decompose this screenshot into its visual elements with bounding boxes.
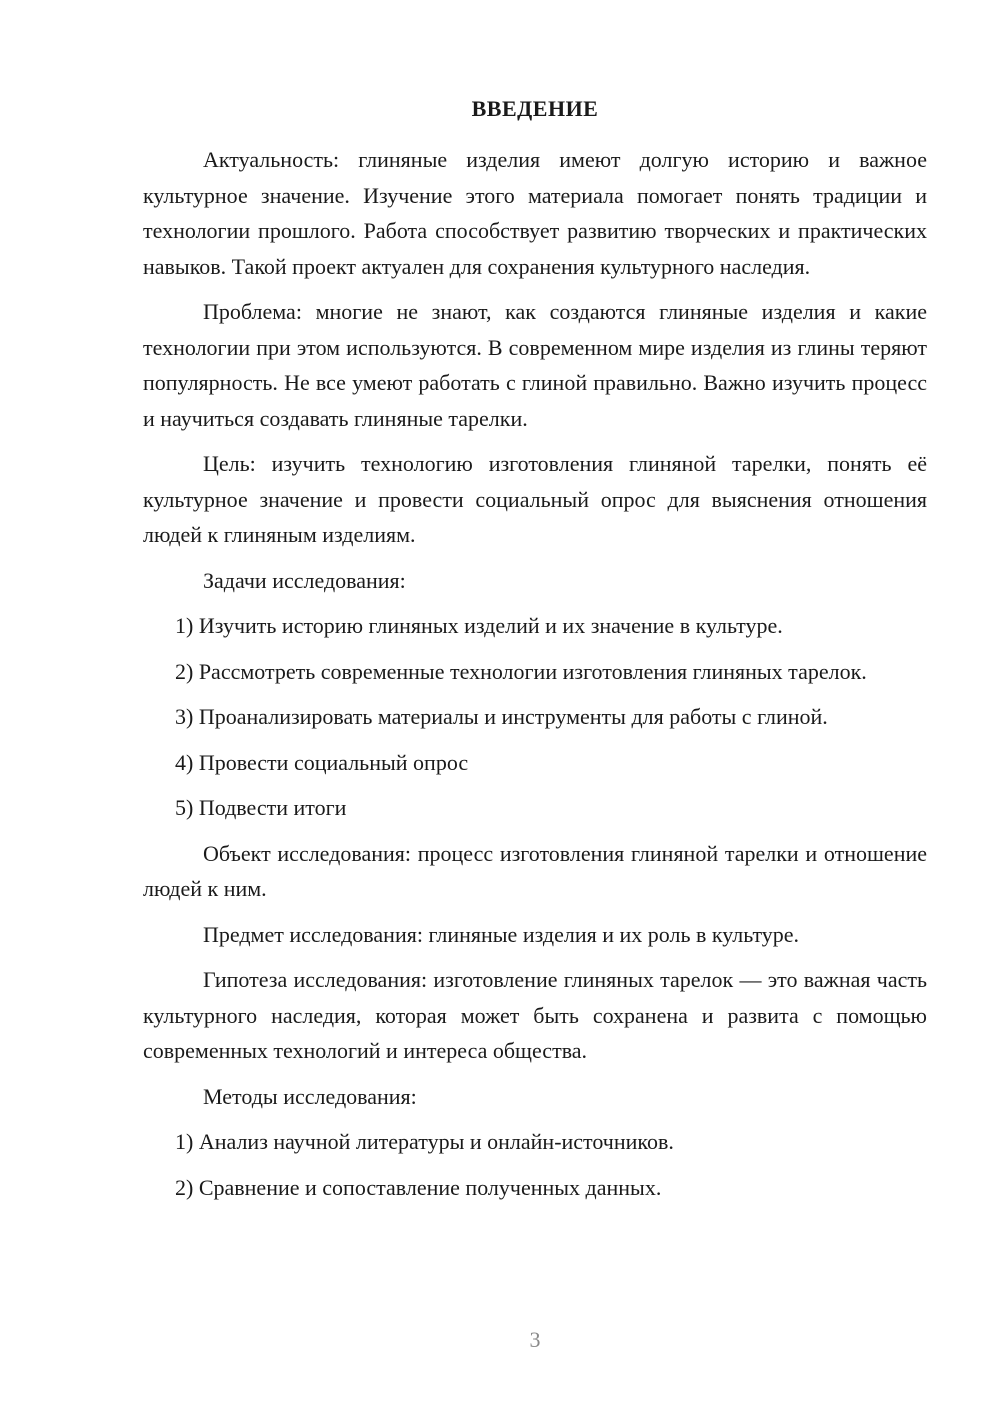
paragraph-object: Объект исследования: процесс изготовления глиняной тарелки и отношение людей к ним. — [143, 840, 927, 901]
list-item-method-2: 2) Сравнение и сопоставление полученных данных. — [175, 1174, 662, 1200]
paragraph-methods-heading: Методы исследования: — [203, 1083, 417, 1109]
paragraph-relevance: Актуальность: глиняные изделия имеют долгую историю и важное культурное значение. Изучение этого материала помогает понять традиции и технологии прошлого. Работа способствует развитию творческих и практических навыков. Такой проект актуален для сохранения культурного наследия. — [143, 147, 927, 279]
list-item-method-1: 1) Анализ научной литературы и онлайн-источников. — [175, 1129, 674, 1154]
list-item-task-3: 3) Проанализировать материалы и инструменты для работы с глиной. — [175, 704, 828, 729]
paragraph-problem: Проблема: многие не знают, как создаются глиняные изделия и какие технологии при этом используются. В современном мире изделия из глины теряют популярность. Не все умеют работать с глиной правильно. Важно изучить процесс и научиться создавать глиняные тарелки. — [143, 299, 927, 431]
page-number: 3 — [529, 1327, 541, 1352]
paragraph-hypothesis: Гипотеза исследования: изготовление глиняных тарелок — это важная часть культурного наследия, которая может быть сохранена и развита с помощью современных технологий и интереса общества. — [143, 967, 927, 1063]
list-item-task-5: 5) Подвести итоги — [175, 795, 347, 820]
document-body — [143, 142, 927, 1215]
list-item-task-4: 4) Провести социальный опрос — [175, 749, 469, 775]
list-item-task-1: 1) Изучить историю глиняных изделий и их значение в культуре. — [175, 613, 783, 638]
paragraph-subject: Предмет исследования: глиняные изделия и их роль в культуре. — [203, 921, 800, 947]
paragraph-goal: Цель: изучить технологию изготовления глиняной тарелки, понять её культурное значение и провести социальный опрос для выяснения отношения людей к глиняным изделиям. — [143, 451, 927, 547]
paragraph-tasks-heading: Задачи исследования: — [203, 567, 406, 593]
list-item-task-2: 2) Рассмотреть современные технологии изготовления глиняных тарелок. — [175, 658, 867, 684]
section-heading: ВВЕДЕНИЕ — [471, 96, 599, 121]
